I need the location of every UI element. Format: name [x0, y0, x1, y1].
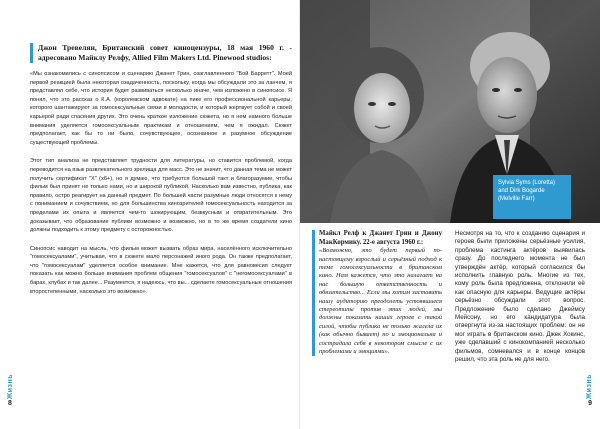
- photo-caption: [493, 175, 571, 219]
- quote-header-block: [30, 43, 292, 63]
- caption-line-3: (Melville Farr): [498, 196, 535, 202]
- paragraph-2: Этот тип анализа не представляет трудности для литературы, но ставится проблемой, когда переводится на язык развлекательного зрелища для масс. Это не значит, что данная тема не может получить сертификат "X" (х6+), но я думаю, что требуются большой такт и благоразумие, чтобы фильм был принят не только нами, но и широкой публикой. Насколько вам известно, публика, как правило, остро реагирует на данный предмет. По большей части разумные люди относятся к нему с пониманием и сочувствием, но для большинства кинозрителей гомосексуальность находится за пределами их опыта и является чем-то шокирующим, безвкусным и отвратительным. Это доказывает, что образование публики возможно и возможно, но в то же время создатели кино должны подходить к этому предмету с осторожностью.: [30, 158, 292, 234]
- paragraph-3: Синопсис наводит на мысль, что фильм может вызвать образ мира, населённого исключительно "гомосексуалами", учитывая, что в сюжете мало персонажей иного рода. Он также предполагает, что "гомосексуалам" уделяется особое внимание. Мне кажется, что для равновесия следует показать как можно больше внимания проблем общения "гомосексуалов" с "негомосексуалами" в барах, клубах и так далее... Разумеется, я надеюсь, что вы... сделаете гомосексуальные отношения второстепенными, насколько это возможно».: [30, 245, 292, 295]
- section-side-label: Жизнь: [7, 373, 14, 399]
- page-number-right: 9: [588, 400, 592, 407]
- right-column-2: [455, 230, 585, 365]
- section-side-label-right: Жизнь: [586, 373, 593, 399]
- right-page: [300, 0, 600, 429]
- right-quote-block: [312, 230, 442, 356]
- film-still-photo: [300, 0, 600, 223]
- right-body-text: Несмотря на то, что к созданию сценария и героев были приложены серьёзные усилия, проблема кастинга актёров выявилась сразу. До последнего момента не был утверждён актёр, который согласился бы исполнить главную роль. Многие из тех, кому роль была предложена, отклонили её как опасную для карьеры. Ведущие актёры серьёзно обсуждали этот вопрос. Предложение было сделано Джеймсу Мейсону, но его кандидатура была отвергнута из-за настоящих проблем: он не мог играть в британском кино. Джек Хокинс, уже сделавший с кинокомпанией несколько фильмов, сомневался и в конце концов решил, что эта роль не для него.: [455, 230, 585, 364]
- page-number: 8: [8, 400, 12, 407]
- quote-header: Джон Тревелян, Британский совет киноцензуры, 18 мая 1960 г. - адресовано Майклу Релфу, Allied Film Makers Ltd. Pinewood studios:: [38, 43, 292, 62]
- left-page-content: [30, 43, 292, 303]
- paragraph-1: «Мы ознакомились с синопсисом и сценарию Джанет Грин, озаглавленного "Бой Барретт". Моей первой реакцией была некоторая озадаченность, поскольку, когда мы обсуждали это за ланчем, я представлял себе, что история будет развиваться несколько иначе, чем изложено в синопсисе. Я понял, что это рассказ о К.А. (королевском адвокате) на пике его профессиональной карьеры, которого шантажируют за гомосексуальные связи в молодости, и который жертвует собой и своей карьерой ради спасения других. Это очень краткое изложение сюжета, но я нем намного больше внимания уделяется гомосексуальным практикам и отношениям, чем я ожидал. Сюжет предполагает, как бы то ни было, сочувствующее, осознанное и разумное обсуждение существующей проблемы.: [30, 71, 292, 146]
- caption-line-1: Sylvia Syms (Loretta): [498, 180, 556, 186]
- right-column-1: [312, 230, 442, 356]
- caption-line-2: and Dirk Bogarde: [498, 188, 545, 194]
- right-quote-text: «Возможно, это будет первый по-настоящему взрослый и серьёзный подход к теме гомосексуальности в британском кино. Нам кажется, что это налагает на нас большую ответственность и обязательство... Если мы хотим заставить нашу аудиторию преодолеть устоявшиеся стереотипы против этих людей, мы должны показать наших героев с такой силой, чтобы публика не только жалела их (как обычно бывает) но и эмоциональна и сострадала себя в некотором смысле с их проблемами и эмоциями».: [319, 247, 442, 356]
- right-quote-header: Майкл Релф к Джанет Грин и Джону МакКормику. 22-е августа 1960 г.:: [319, 230, 442, 246]
